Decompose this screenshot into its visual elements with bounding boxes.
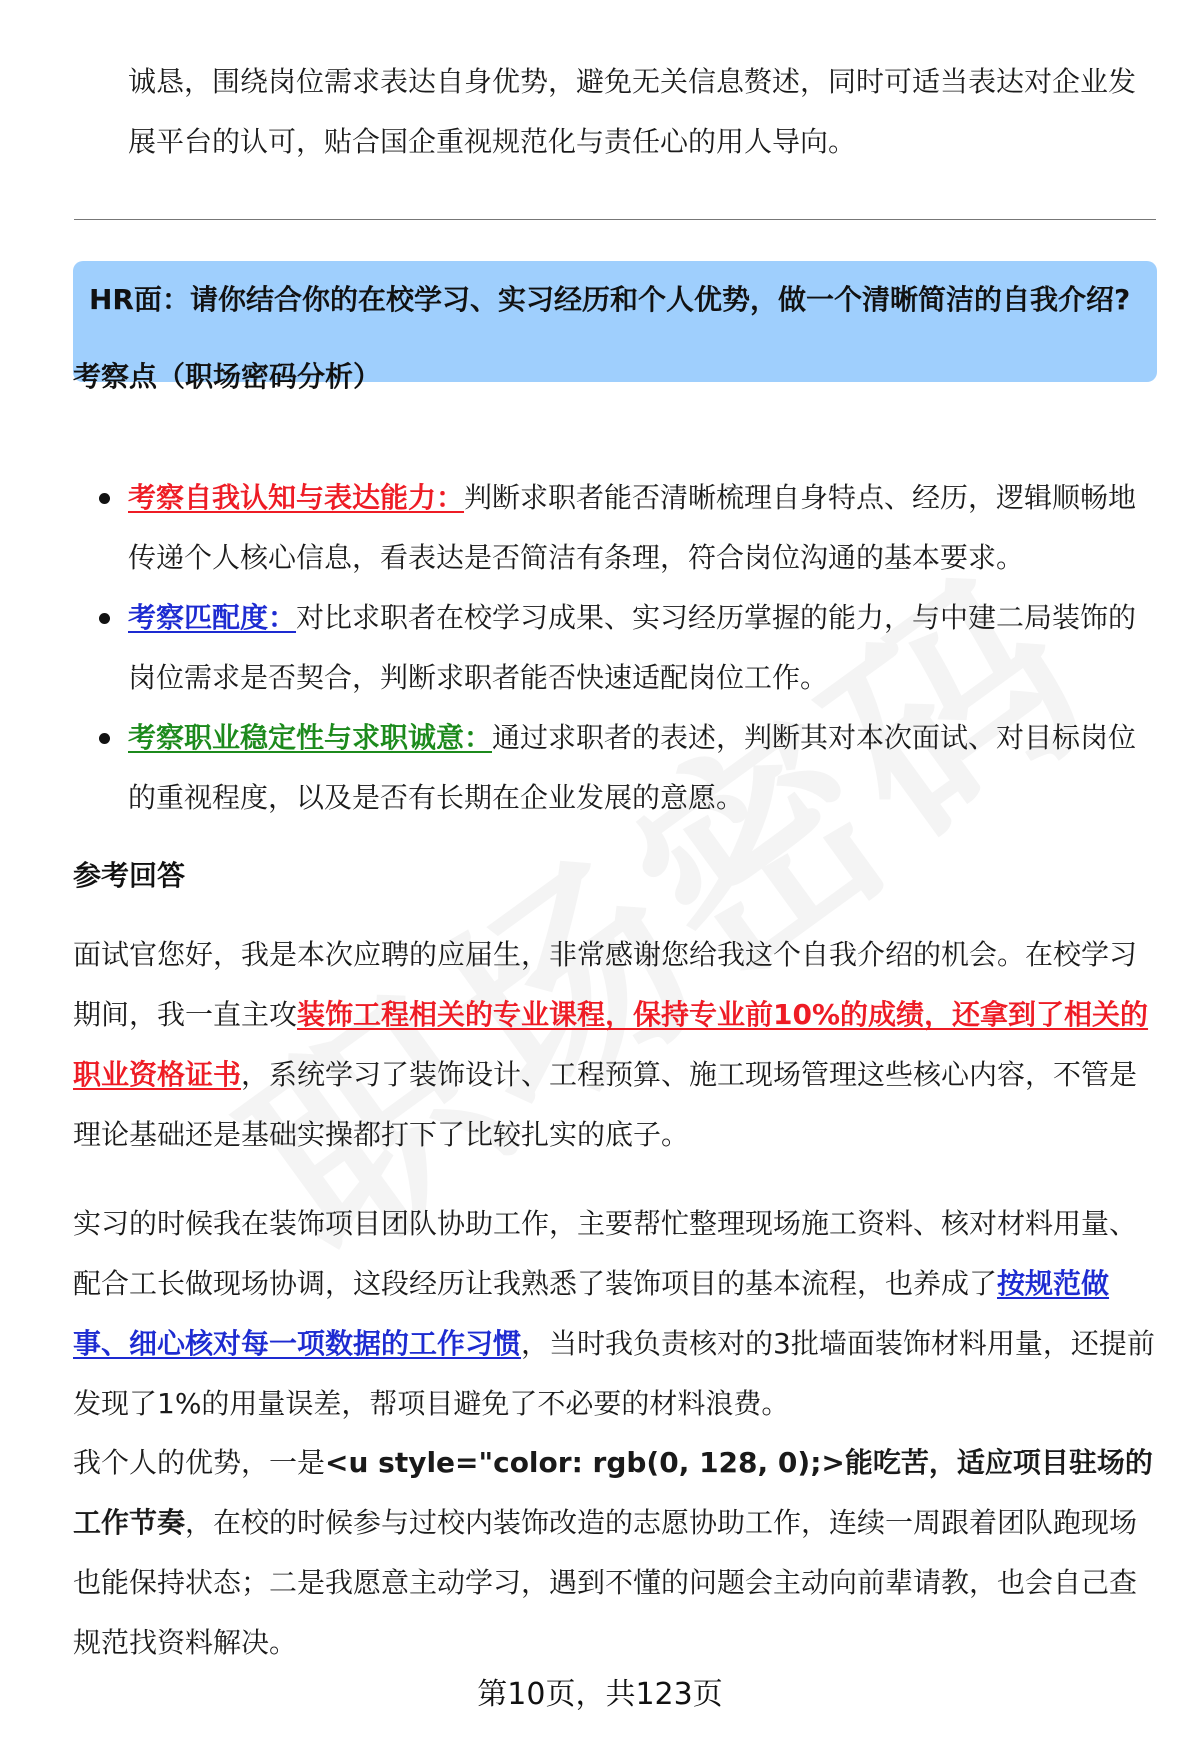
question-text: HR面：请你结合你的在校学习、实习经历和个人优势，做一个清晰简洁的自我介绍? [89, 283, 1131, 316]
assessment-point-title: 考察匹配度： [128, 601, 297, 634]
answer-p3-highlight: <u style="color: rgb(0, 128, 0);>能吃苦，适应项目驻场的工作节奏 [73, 1446, 1153, 1539]
answer-paragraph-1 [73, 925, 1163, 1165]
answer-p2-text: ，当时我负责核对的3批墙面装饰材料用量，还提前发现了1%的用量误差，帮项目避免了不必要的材料浪费。 [73, 1327, 1155, 1420]
assessment-point [128, 708, 1158, 828]
assessment-point-text: 判断求职者能否清晰梳理自身特点、经历，逻辑顺畅地传递个人核心信息，看表达是否简洁有条理，符合岗位沟通的基本要求。 [128, 481, 1137, 574]
answer-p3-text: 我个人的优势，一是 [73, 1446, 326, 1479]
bullet-icon [99, 733, 110, 744]
answer-p1-text: ，系统学习了装饰设计、工程预算、施工现场管理这些核心内容，不管是理论基础还是基础实操都打下了比较扎实的底子。 [73, 1058, 1138, 1151]
answer-heading: 参考回答 [73, 859, 186, 892]
section-divider [74, 219, 1156, 220]
answer-paragraph-3 [73, 1433, 1163, 1673]
answer-p1-text: 面试官您好，我是本次应聘的应届生，非常感谢您给我这个自我介绍的机会。在校学习期间，我一直主攻 [73, 938, 1138, 1031]
assessment-point-text: 对比求职者在校学习成果、实习经历掌握的能力，与中建二局装饰的岗位需求是否契合，判断求职者能否快速适配岗位工作。 [128, 601, 1137, 694]
answer-p2-text: 实习的时候我在装饰项目团队协助工作，主要帮忙整理现场施工资料、核对材料用量、配合工长做现场协调，这段经历让我熟悉了装饰项目的基本流程，也养成了 [73, 1207, 1138, 1300]
assessment-point [128, 588, 1158, 708]
answer-p2-highlight: 按规范做事、细心核对每一项数据的工作习惯 [73, 1267, 1110, 1360]
page-number: 第10页，共123页 [477, 1677, 723, 1712]
answer-p3-text: ，在校的时候参与过校内装饰改造的志愿协助工作，连续一周跟着团队跑现场也能保持状态；二是我愿意主动学习，遇到不懂的问题会主动向前辈请教，也会自己查规范找资料解决。 [73, 1506, 1138, 1659]
answer-p1-highlight: 装饰工程相关的专业课程，保持专业前10%的成绩，还拿到了相关的职业资格证书 [73, 998, 1149, 1091]
assessment-points-list [128, 468, 1158, 828]
assessment-heading: 考察点（职场密码分析） [73, 360, 382, 393]
assessment-point-text: 通过求职者的表述，判断其对本次面试、对目标岗位的重视程度，以及是否有长期在企业发展的意愿。 [128, 721, 1137, 814]
bullet-icon [99, 493, 110, 504]
answer-paragraph-2 [73, 1194, 1163, 1434]
assessment-point-title: 考察职业稳定性与求职诚意： [128, 721, 493, 754]
assessment-point [128, 468, 1158, 588]
intro-paragraph: 诚恳，围绕岗位需求表达自身优势，避免无关信息赘述，同时可适当表达对企业发展平台的认可，贴合国企重视规范化与责任心的用人导向。 [128, 65, 1137, 158]
assessment-point-title: 考察自我认知与表达能力： [128, 481, 465, 514]
bullet-icon [99, 613, 110, 624]
